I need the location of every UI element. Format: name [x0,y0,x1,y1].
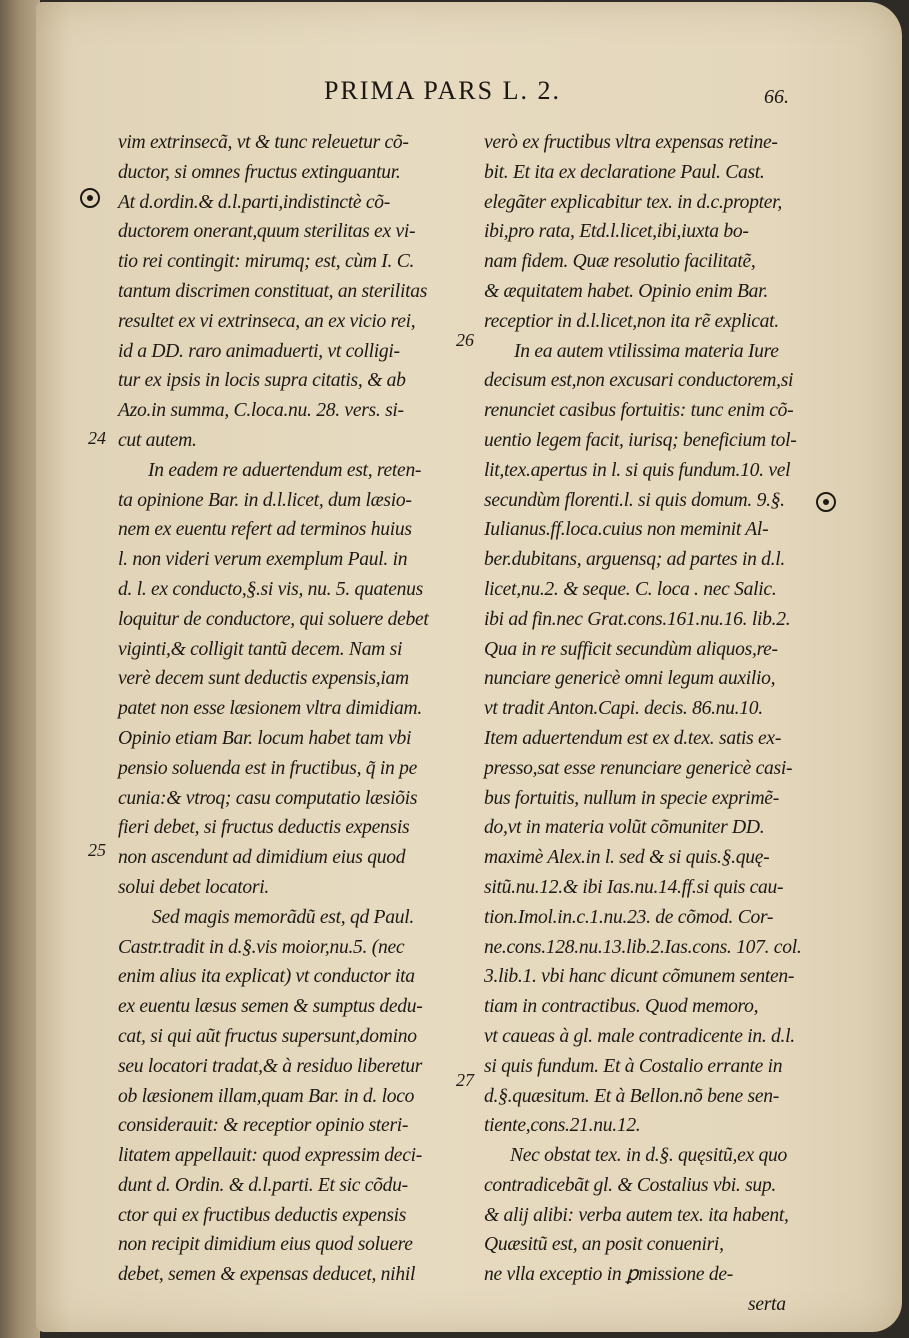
text-line: ductorem onerant,quum sterilitas ex vi- [118,221,416,243]
text-line: maximè Alex.in l. sed & si quis.§.quę- [484,847,770,869]
text-line: Castr.tradit in d.§.vis moior,nu.5. (nec [118,936,405,958]
text-line: bus fortuitis, nullum in specie exprimẽ- [484,787,779,809]
text-line: seu locatori tradat,& à residuo liberetur [118,1055,423,1077]
text-line: ibi,pro rata, Etd.l.licet,ibi,iuxta bo- [484,221,749,243]
text-line: lit,tex.apertus in l. si quis fundum.10. vel [484,459,791,481]
text-line: verò ex fructibus vltra expensas retine- [484,132,778,153]
text-line: cut autem. [118,429,197,451]
text-line: Sed magis memorãdũ est, qd Paul. [152,906,414,928]
margin-note-27: 27 [456,1070,474,1090]
text-line: loquitur de conductore, qui soluere debet [118,608,429,630]
text-line: serta [748,1294,786,1316]
text-line: bit. Et ita ex declaratione Paul. Cast. [484,161,765,183]
text-line: ductor, si omnes fructus extinguantur. [118,161,401,183]
text-line: l. non videri verum exemplum Paul. in [118,549,408,571]
text-line: tio rei contingit: mirumq; est, cùm I. C. [118,251,415,273]
text-line: 3.lib.1. vbi hanc dicunt cõmunem senten- [484,966,795,988]
text-line: ne.cons.128.nu.13.lib.2.Ias.cons. 107. col. [484,936,802,958]
text-line: In eadem re aduertendum est, reten- [148,459,422,481]
text-line: patet non esse læsionem vltra dimidiam. [118,698,422,720]
margin-note-24: 24 [88,428,106,448]
text-line: Quæsitũ est, an posit conueniri, [484,1234,724,1256]
text-line: receptior in d.l.licet,non ita rẽ explicat. [484,310,779,332]
text-line: licet,nu.2. & seque. C. loca . nec Salic. [484,578,777,600]
text-line: At d.ordin.& d.l.parti,indistinctè cõ- [118,191,390,213]
text-line: tur ex ipsis in locis supra citatis, & ab [118,370,406,392]
text-line: non ascendunt ad dimidium eius quod [118,847,406,869]
text-line: vt tradit Anton.Capi. decis. 86.nu.10. [484,698,763,720]
margin-note-25: 25 [88,840,106,860]
text-line: In ea autem vtilissima materia Iure [514,340,779,362]
text-line: Item aduertendum est ex d.tex. satis ex- [484,727,782,749]
text-line: si quis fundum. Et à Costalio errante in [484,1055,783,1077]
text-line: secundùm florenti.l. si quis domum. 9.§. [484,489,785,511]
text-line: presso,sat esse renunciare genericè casi- [484,757,793,779]
text-line: ex euentu læsus semen & sumptus dedu- [118,996,423,1018]
text-line: litatem appellauit: quod expressim deci- [118,1145,422,1167]
text-line: ob læsionem illam,quam Bar. in d. loco [118,1085,415,1107]
text-line: nam fidem. Quæ resolutio facilitatẽ, [484,251,756,273]
text-line: debet, semen & expensas deducet, nihil [118,1264,416,1286]
text-line: tiam in contractibus. Quod memoro, [484,996,759,1018]
text-line: solui debet locatori. [118,876,269,898]
text-line: & alij alibi: verba autem tex. ita habent, [484,1204,789,1226]
text-line: d.§.quæsitum. Et à Bellon.nõ bene sen- [484,1085,779,1107]
marginal-circle-mark-right [816,492,836,512]
text-line: tantum discrimen constituat, an sterilitas [118,280,428,302]
text-line: & æquitatem habet. Opinio enim Bar. [484,280,768,302]
text-line: dunt d. Ordin. & d.l.parti. Et sic cõdu- [118,1174,408,1196]
text-line: decisum est,non excusari conductorem,si [484,370,794,392]
text-line: ta opinione Bar. in d.l.licet, dum læsio- [118,489,412,511]
text-line: sitũ.nu.12.& ibi Ias.nu.14.ff.si quis cau- [484,876,784,898]
text-line: Iulianus.ff.loca.cuius non meminit Al- [484,519,769,541]
text-line: id a DD. raro animaduerti, vt colligi- [118,340,400,362]
previous-leaf-edge [0,0,40,1338]
text-line: considerauit: & receptior opinio steri- [118,1115,409,1137]
text-line: pensio soluenda est in fructibus, q̃ in pe [118,757,418,779]
text-line: viginti,& colligit tantũ decem. Nam si [118,638,403,660]
running-head: PRIMA PARS L. 2. [324,76,561,105]
text-line: Nec obstat tex. in d.§. quęsitũ,ex quo [510,1145,788,1167]
text-line: do,vt in materia volũt cõmuniter DD. [484,817,765,839]
text-line: Qua in re sufficit secundùm aliquos,re- [484,638,778,660]
left-text-column [118,128,458,1290]
folio-number: 66. [764,86,789,108]
text-line: Azo.in summa, C.loca.nu. 28. vers. si- [118,400,404,422]
text-line: tion.Imol.in.c.1.nu.23. de cõmod. Cor- [484,906,774,928]
text-line: elegãter explicabitur tex. in d.c.propter, [484,191,782,213]
text-line: Opinio etiam Bar. locum habet tam vbi [118,727,412,749]
text-line: cat, si qui aũt fructus supersunt,domino [118,1025,417,1047]
text-line: non recipit dimidium eius quod soluere [118,1234,413,1256]
text-line: verè decem sunt deductis expensis,iam [118,668,409,690]
text-line: ne vlla exceptio in ꝑmissione de- [484,1264,734,1286]
text-line: uentio legem facit, iurisq; beneficium tol- [484,429,797,451]
text-line: resultet ex vi extrinseca, an ex vicio rei, [118,310,416,332]
text-line: contradicebãt gl. & Costalius vbi. sup. [484,1174,776,1196]
text-line: enim alius ita explicat) vt conductor ita [118,966,415,988]
text-line: ber.dubitans, arguensq; ad partes in d.l. [484,549,786,571]
text-line: fieri debet, si fructus deductis expensis [118,817,410,839]
text-line: cunia:& vtroq; casu computatio læsiõis [118,787,418,809]
margin-note-26: 26 [456,330,474,350]
text-line: ctor qui ex fructibus deductis expensis [118,1204,407,1226]
right-text-column [484,128,802,1320]
text-line: vim extrinsecã, vt & tunc releuetur cõ- [118,132,409,153]
text-line: tiente,cons.21.nu.12. [484,1115,641,1137]
text-line: vt caueas à gl. male contradicente in. d.l. [484,1025,795,1047]
text-line: renunciet casibus fortuitis: tunc enim cõ- [484,400,794,422]
marginal-circle-mark-left [80,188,100,208]
text-line: nunciare genericè omni legum auxilio, [484,668,776,690]
text-line: d. l. ex conducto,§.si vis, nu. 5. quatenus [118,578,423,600]
text-line: nem ex euentu refert ad terminos huius [118,519,412,541]
text-line: ibi ad fin.nec Grat.cons.161.nu.16. lib.2. [484,608,791,630]
